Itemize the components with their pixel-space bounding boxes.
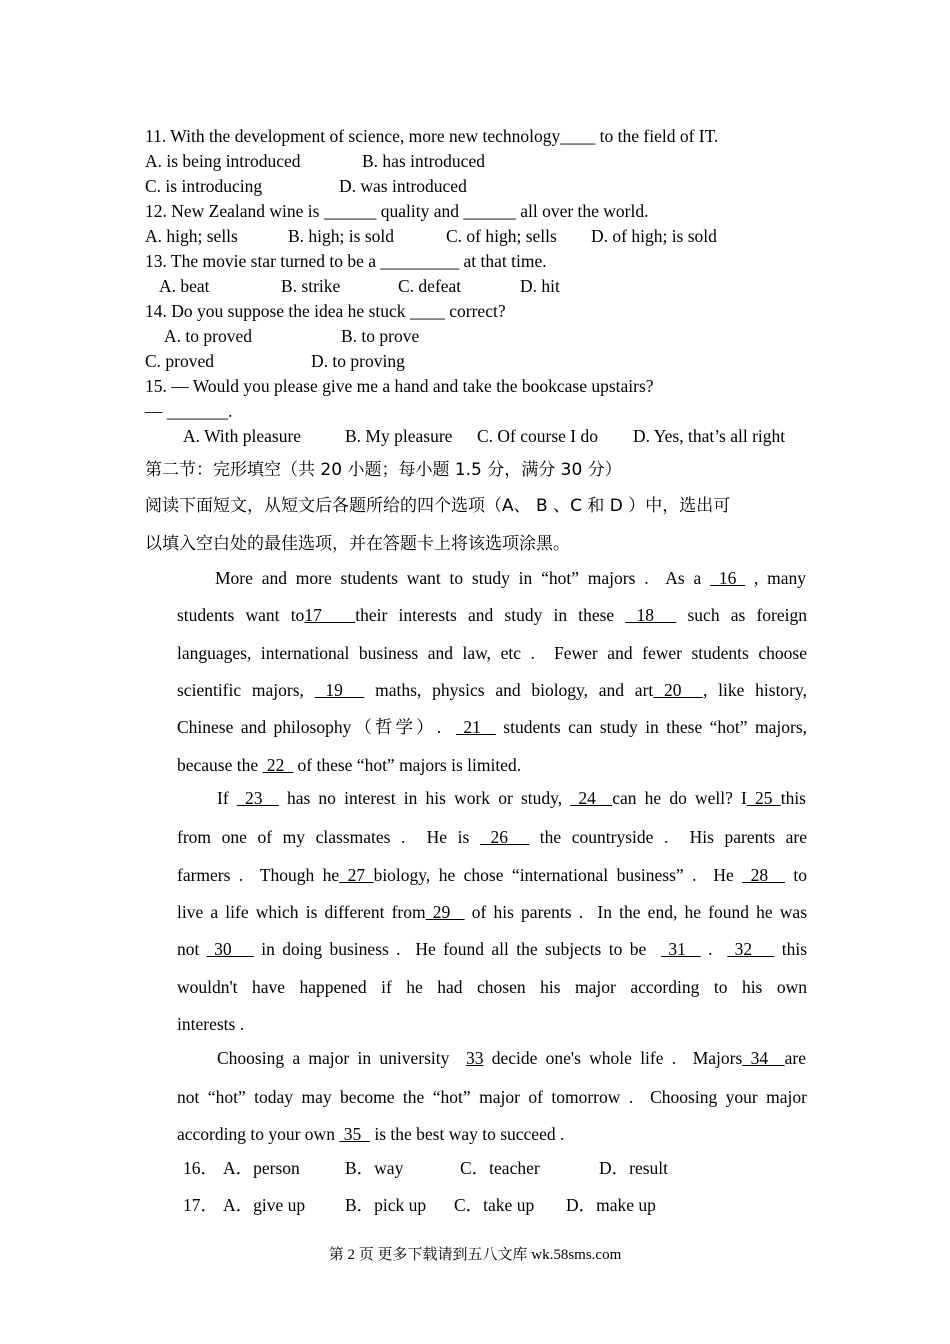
q17-option-a: A．give up xyxy=(223,1195,306,1215)
q11-stem: 11. With the development of science, more new technology____ to the field of IT. xyxy=(145,126,719,146)
q16-option-d: D．result xyxy=(599,1158,669,1178)
blank-18: 18 xyxy=(625,605,677,625)
q13-stem: 13. The movie star turned to be a _________ at that time. xyxy=(145,251,547,271)
blank-22: 22 xyxy=(262,755,294,775)
q17-option-b: B．pick up xyxy=(345,1195,427,1215)
blank-19: 19 xyxy=(314,680,365,700)
q11-option-a: A. is being introduced xyxy=(145,151,301,171)
q14-option-a: A. to proved xyxy=(164,326,252,346)
section2-heading: 第二节：完形填空（共 20 小题；每小题 1.5 分，满分 30 分） xyxy=(145,460,622,480)
q15-option-c: C. Of course I do xyxy=(477,426,599,446)
q17-option-c: C．take up xyxy=(454,1195,535,1215)
q12-option-d: D. of high; is sold xyxy=(591,226,717,246)
blank-24: 24 xyxy=(570,788,613,808)
q11-option-b: B. has introduced xyxy=(362,151,485,171)
q15-reply: — _______. xyxy=(145,401,233,421)
blank-30: 30 xyxy=(206,939,254,959)
passage-p2-line6: wouldn't have happened if he had chosen his major according to his own xyxy=(177,977,807,997)
q11-option-c: C. is introducing xyxy=(145,176,263,196)
blank-29: 29 xyxy=(425,902,465,922)
blank-35: 35 xyxy=(339,1124,370,1144)
q12-option-c: C. of high; sells xyxy=(446,226,557,246)
passage-p2-line4: live a life which is different from 29 of his parents . In the end, he found he was xyxy=(177,902,808,922)
blank-16: 16 xyxy=(710,568,746,588)
q16-option-c: C．teacher xyxy=(460,1158,540,1178)
passage-p2-line5: not 30 in doing business . He found all the subjects to be 31 . 32 this xyxy=(177,939,808,959)
q12-option-a: A. high; sells xyxy=(145,226,238,246)
blank-34: 34 xyxy=(742,1048,785,1068)
q13-option-b: B. strike xyxy=(281,276,341,296)
passage-p1-line2: students want to17 their interests and study in these 18 such as foreign xyxy=(177,605,807,625)
q15-option-a: A. With pleasure xyxy=(183,426,302,446)
q16-option-b: B．way xyxy=(345,1158,404,1178)
q15-stem: 15. — Would you please give me a hand and take the bookcase upstairs? xyxy=(145,376,654,396)
q16-option-a: A．person xyxy=(223,1158,300,1178)
passage-p2-line2: from one of my classmates . He is 26 the countryside . His parents are xyxy=(177,827,808,847)
q11-option-d: D. was introduced xyxy=(339,176,467,196)
blank-21: 21 xyxy=(455,717,496,737)
passage-p1-line1: More and more students want to study in “hot” majors . As a 16 , many xyxy=(215,568,806,588)
q15-option-b: B. My pleasure xyxy=(345,426,453,446)
section2-instruction-line1: 阅读下面短文，从短文后各题所给的四个选项（A、 B 、C 和 D ）中，选出可 xyxy=(145,496,731,516)
passage-p3-line3: according to your own 35 is the best way to succeed . xyxy=(177,1124,565,1144)
q16-number: 16． xyxy=(183,1158,218,1178)
passage-p1-line3: languages, international business and law, etc . Fewer and fewer students choose xyxy=(177,643,807,663)
q13-option-d: D. hit xyxy=(520,276,560,296)
q12-option-b: B. high; is sold xyxy=(288,226,394,246)
blank-27: 27 xyxy=(339,865,374,885)
q14-option-d: D. to proving xyxy=(311,351,405,371)
passage-p1-line4: scientific majors, 19 maths, physics and biology, and art 20 , like history, xyxy=(177,680,807,700)
section2-instruction-line2: 以填入空白处的最佳选项，并在答题卡上将该选项涂黑。 xyxy=(145,534,570,554)
passage-p2-line7: interests . xyxy=(177,1014,245,1034)
q13-option-c: C. defeat xyxy=(398,276,462,296)
q17-option-d: D．make up xyxy=(566,1195,656,1215)
passage-p1-line5: Chinese and philosophy（哲学）. 21 students can study in these “hot” majors, xyxy=(177,717,808,737)
page-footer: 第 2 页 更多下载请到五八文库 wk.58sms.com xyxy=(328,1247,622,1263)
blank-26: 26 xyxy=(479,827,530,847)
q14-option-b: B. to prove xyxy=(341,326,420,346)
passage-p3-line1: Choosing a major in university 33 decide one's whole life . Majors 34 are xyxy=(217,1048,806,1068)
blank-23: 23 xyxy=(236,788,279,808)
q15-option-d: D. Yes, that’s all right xyxy=(633,426,786,446)
q14-option-c: C. proved xyxy=(145,351,215,371)
passage-p3-line2: not “hot” today may become the “hot” major of tomorrow . Choosing your major xyxy=(177,1087,807,1107)
passage-p1-line6: because the 22 of these “hot” majors is limited. xyxy=(177,755,522,775)
blank-32: 32 xyxy=(727,939,775,959)
blank-31: 31 xyxy=(661,939,701,959)
blank-33: 33 xyxy=(465,1048,484,1068)
blank-28: 28 xyxy=(742,865,785,885)
passage-p2-line1: If 23 has no interest in his work or study, 24 can he do well? I 25 this xyxy=(217,788,806,808)
passage-p2-line3: farmers . Though he 27 biology, he chose “international business” . He 28 to xyxy=(177,865,807,885)
q12-stem: 12. New Zealand wine is ______ quality and ______ all over the world. xyxy=(145,201,649,221)
q14-stem: 14. Do you suppose the idea he stuck ____ correct? xyxy=(145,301,506,321)
blank-17: 17 xyxy=(304,605,356,625)
blank-20: 20 xyxy=(653,680,704,700)
q17-number: 17． xyxy=(183,1195,218,1215)
blank-25: 25 xyxy=(746,788,781,808)
q13-option-a: A. beat xyxy=(159,276,210,296)
